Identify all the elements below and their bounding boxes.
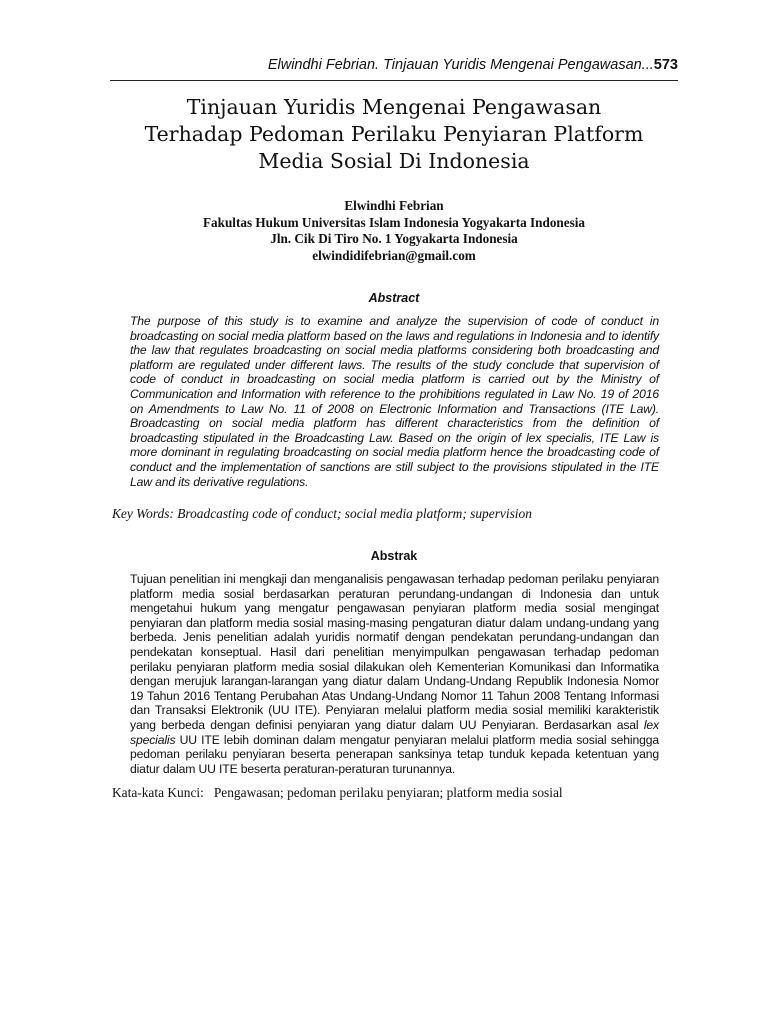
keywords-id: [112, 785, 712, 801]
abstrak-lex-specialis: lex specialis: [130, 717, 659, 747]
author-block: [110, 198, 678, 264]
title-line: Terhadap Pedoman Perilaku Penyiaran Platform: [144, 122, 644, 146]
page-number: 573: [653, 57, 678, 73]
running-header: [110, 57, 678, 73]
author-email: elwindidifebrian@gmail.com: [312, 247, 476, 263]
author-address: Jln. Cik Di Tiro No. 1 Yogyakarta Indonesia: [270, 231, 518, 246]
abstract-heading: Abstract: [368, 291, 420, 305]
header-divider: [110, 80, 678, 81]
abstrak-heading: Abstrak: [370, 549, 418, 563]
keywords-en: Key Words: Broadcasting code of conduct; social media platform; supervision: [112, 506, 532, 521]
abstrak-text-part: Tujuan penelitian ini mengkaji dan menganalisis pengawasan terhadap pedoman perilaku penyiaran platform media sosial berdasarkan peraturan perundang-undangan di Indonesia dan untuk mengetahui hukum yang mengatur pengawasan penyiaran platform media sosial mengingat penyiaran dan platform media sosial masing-masing pengaturan diatur dalam undang-undang yang berbeda. Jenis penelitian adalah yuridis normatif dengan pendekatan perundang-undangan dan pendekatan konseptual. Hasil dari penelitian menyimpulkan pengawasan terhadap pedoman perilaku penyiaran platform media sosial dilakukan oleh Kementerian Komunikasi dan Informatika dengan merujuk larangan-larangan yang diatur dalam Undang-Undang Republik Indonesia Nomor 19 Tahun 2016 Tentang Perubahan Atas Undang-Undang Nomor 11 Tahun 2008 Tentang Informasi dan Transaksi Elektronik (UU ITE). Penyiaran melalui platform media sosial memiliki karakteristik yang berbeda dengan definisi penyiaran yang diatur dalam UU Penyiaran. Berdasarkan asal: [130, 572, 659, 732]
abstract-text: The purpose of this study is to examine and analyze the supervision of code of conduct in broadcasting on social media platform based on the laws and regulations in Indonesia and to identify the law that regulates broadcasting on social media platforms considering both broadcasting and platform are regulated under different laws. The results of the study conclude that supervision of code of conduct in broadcasting on social media platform is carried out by the Ministry of Communication and Information with reference to the prohibitions regulated in Law No. 19 of 2016 on Amendments to Law No. 11 of 2008 on Electronic Information and Transactions (ITE Law). Broadcasting on social media platform has different characteristics from the definition of broadcasting stipulated in the Broadcasting Law. Based on the origin of lex specialis, ITE Law is more dominant in regulating broadcasting on social media platform hence the broadcasting code of conduct and the implementation of sanctions are still subject to the provisions stipulated in the ITE Law and its derivative regulations.: [130, 314, 659, 489]
running-title: Elwindhi Febrian. Tinjauan Yuridis Mengenai Pengawasan...: [267, 57, 654, 73]
abstrak-text: [130, 572, 659, 776]
keywords-id-label: Kata-kata Kunci:: [112, 785, 204, 800]
author-name: Elwindhi Febrian: [344, 198, 444, 213]
keywords-id-values: Pengawasan; pedoman perilaku penyiaran; platform media sosial: [213, 785, 563, 800]
paper-title: [110, 94, 678, 175]
author-affiliation: Fakultas Hukum Universitas Islam Indonesia Yogyakarta Indonesia: [202, 214, 586, 230]
title-line: Media Sosial Di Indonesia: [258, 149, 530, 173]
title-line: Tinjauan Yuridis Mengenai Pengawasan: [186, 95, 602, 119]
abstrak-text-part: UU ITE lebih dominan dalam mengatur penyiaran melalui platform media sosial sehingga pedoman perilaku penyiaran beserta penerapan sanksinya tetap tunduk kepada ketentuan yang diatur dalam UU ITE beserta peraturan-peraturan turunannya.: [130, 732, 659, 776]
